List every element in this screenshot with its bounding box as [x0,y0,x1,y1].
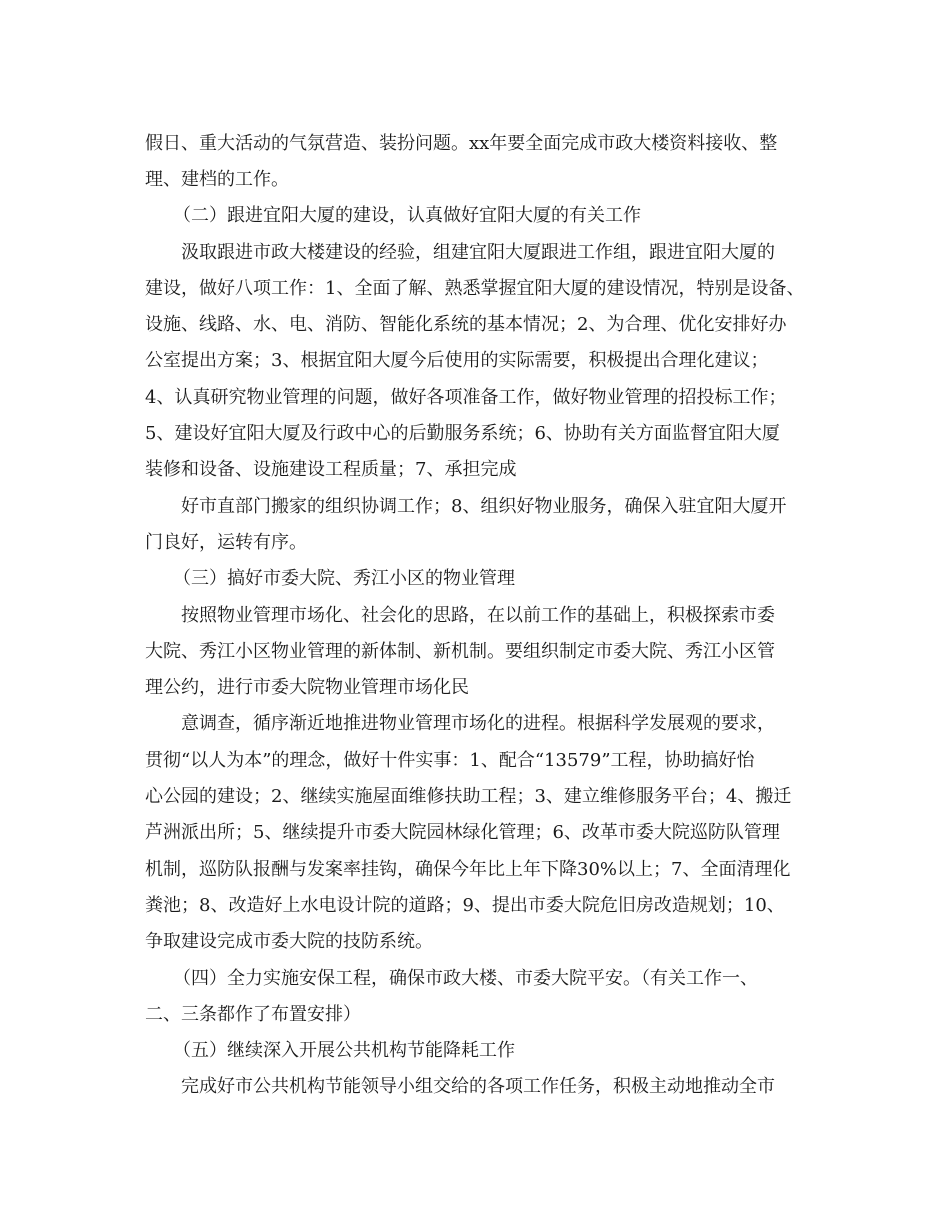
text-line: 4、认真研究物业管理的问题，做好各项准备工作，做好物业管理的招投标工作； [145,387,787,408]
text-line: 贯彻“以人为本”的理念，做好十件实事：1、配合“13579”工程，协助搞好怡 [145,750,755,771]
text-line: 二、三条都作了布置安排） [145,1004,361,1025]
text-line: 装修和设备、设施建设工程质量；7、承担完成 [145,459,517,480]
text-line: 争取建设完成市委大院的技防系统。 [145,931,433,952]
section-heading: （五）继续深入开展公共机构节能降耗工作 [173,1040,515,1061]
text-line: 大院、秀江小区物业管理的新体制、新机制。要组织制定市委大院、秀江小区管 [145,641,775,662]
text-line: 机制，巡防队报酬与发案率挂钩，确保今年比上年下降30%以上；7、全面清理化 [145,859,791,880]
text-line: 设施、线路、水、电、消防、智能化系统的基本情况；2、为合理、优化安排好办 [145,314,787,335]
text-line: 理、建档的工作。 [145,169,289,190]
text-line: 心公园的建设；2、继续实施屋面维修扶助工程；3、建立维修服务平台；4、搬迁 [145,786,792,807]
text-line: 理公约，进行市委大院物业管理市场化民 [145,677,469,698]
text-line: 意调查，循序渐近地推进物业管理市场化的进程。根据科学发展观的要求， [181,713,775,734]
text-line: 按照物业管理市场化、社会化的思路，在以前工作的基础上，积极探索市委 [181,605,775,626]
text-line: 完成好市公共机构节能领导小组交给的各项工作任务，积极主动地推动全市 [181,1076,775,1097]
section-heading: （二）跟进宜阳大厦的建设，认真做好宜阳大厦的有关工作 [173,205,641,226]
text-line: 假日、重大活动的气氛营造、装扮问题。xx年要全面完成市政大楼资料接收、整 [145,133,778,154]
text-line: 公室提出方案；3、根据宜阳大厦今后使用的实际需要，积极提出合理化建议； [145,350,769,371]
text-line: 汲取跟进市政大楼建设的经验，组建宜阳大厦跟进工作组，跟进宜阳大厦的 [181,242,775,263]
text-line: 5、建设好宜阳大厦及行政中心的后勤服务系统；6、协助有关方面监督宜阳大厦 [145,423,780,444]
text-line: 粪池；8、改造好上水电设计院的道路；9、提出市委大院危旧房改造规划；10、 [145,895,785,916]
text-line: 好市直部门搬家的组织协调工作；8、组织好物业服务，确保入驻宜阳大厦开 [181,496,787,517]
text-line: 建设，做好八项工作：1、全面了解、熟悉掌握宜阳大厦的建设情况，特别是设备、 [145,278,805,299]
text-line: 芦洲派出所；5、继续提升市委大院园林绿化管理；6、改革市委大院巡防队管理 [145,822,780,843]
section-heading: （三）搞好市委大院、秀江小区的物业管理 [173,568,515,589]
text-line: 门良好，运转有序。 [145,532,307,553]
section-heading: （四）全力实施安保工程，确保市政大楼、市委大院平安。（有关工作一、 [173,968,758,989]
